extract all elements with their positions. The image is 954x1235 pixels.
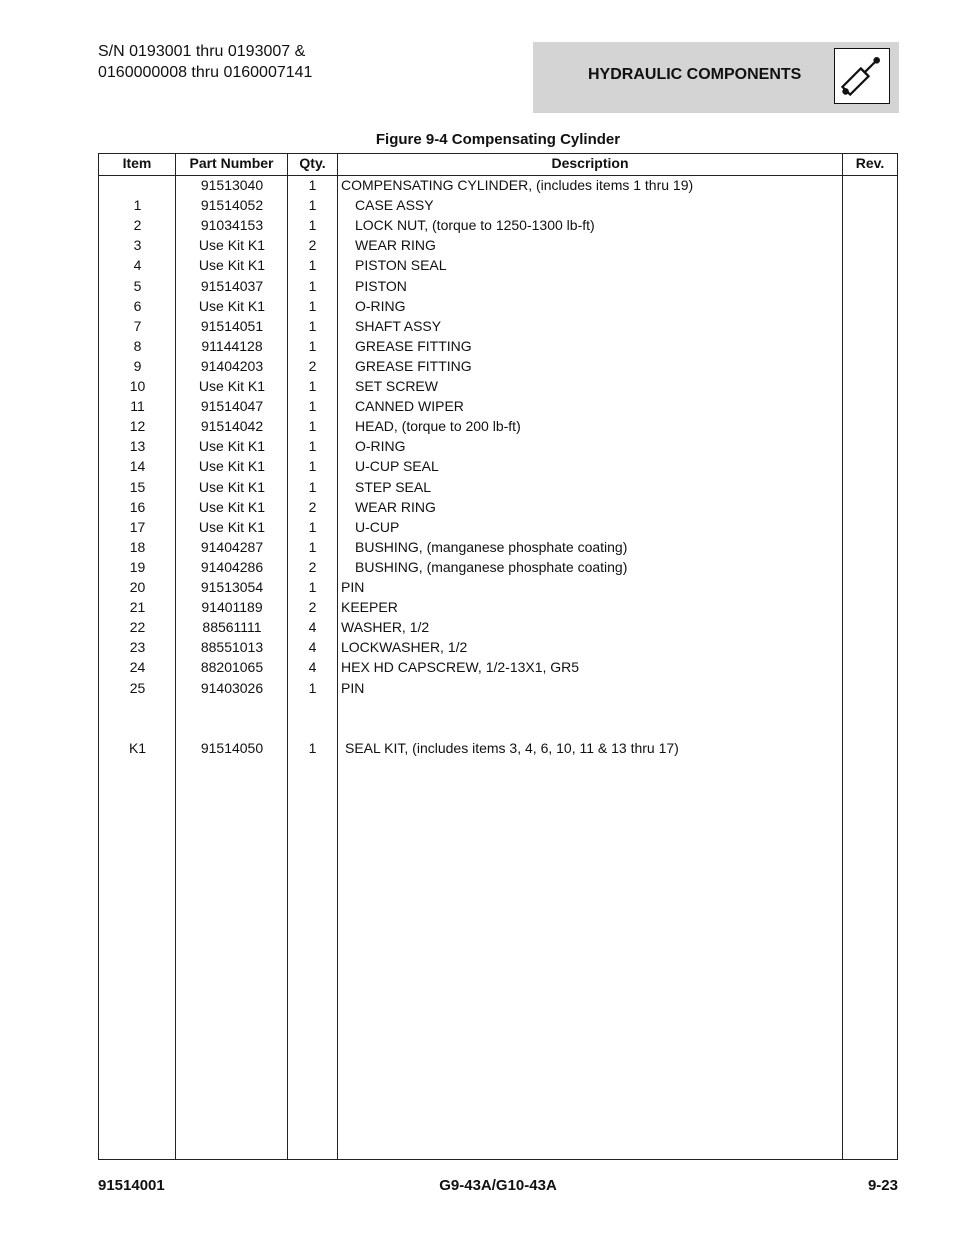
cell-part-number: 91403026 bbox=[200, 679, 264, 696]
cell-part-number: 91513054 bbox=[200, 579, 264, 595]
cell-part-number: Use Kit K1 bbox=[198, 438, 266, 455]
table-row bbox=[99, 416, 897, 436]
table-row bbox=[99, 316, 897, 336]
cell-description: U-CUP SEAL bbox=[355, 458, 439, 475]
cell-qty: 1 bbox=[308, 679, 317, 696]
cell-item: 13 bbox=[129, 438, 146, 455]
table-row bbox=[99, 637, 897, 657]
table-row bbox=[99, 517, 897, 537]
cell-qty: 4 bbox=[308, 659, 317, 676]
cell-part-number: 91514050 bbox=[200, 739, 264, 756]
cell-qty: 1 bbox=[308, 277, 317, 294]
cell-qty: 1 bbox=[308, 317, 317, 334]
cell-part-number: Use Kit K1 bbox=[198, 257, 266, 274]
cell-item: 21 bbox=[129, 599, 146, 616]
table-row bbox=[99, 477, 897, 497]
cell-qty: 1 bbox=[308, 518, 317, 535]
hydraulic-cylinder-icon bbox=[834, 48, 890, 104]
table-row bbox=[99, 336, 897, 356]
serial-line-2: 0160000008 thru 0160007141 bbox=[98, 64, 313, 81]
table-row bbox=[99, 738, 897, 758]
cell-item: 14 bbox=[129, 458, 146, 475]
cell-qty: 2 bbox=[308, 498, 317, 515]
table-row bbox=[99, 577, 897, 597]
cell-item: 4 bbox=[133, 257, 142, 274]
cell-part-number: Use Kit K1 bbox=[198, 378, 266, 394]
figure-title: Figure 9-4 Compensating Cylinder bbox=[375, 131, 621, 148]
cell-part-number: 88551013 bbox=[200, 639, 264, 656]
cell-qty: 1 bbox=[308, 337, 317, 354]
table-row bbox=[99, 175, 897, 195]
cell-qty: 1 bbox=[308, 177, 317, 193]
cell-qty: 1 bbox=[308, 458, 317, 475]
cell-part-number: 88201065 bbox=[200, 659, 264, 676]
cell-qty: 1 bbox=[308, 257, 317, 274]
cell-qty: 1 bbox=[308, 197, 317, 214]
cell-item: 1 bbox=[133, 197, 142, 214]
table-row bbox=[99, 296, 897, 316]
cell-qty: 1 bbox=[308, 217, 317, 234]
cell-item: 23 bbox=[129, 639, 146, 656]
cell-qty: 1 bbox=[308, 538, 317, 555]
cell-description: COMPENSATING CYLINDER, (includes items 1 thru 19) bbox=[341, 177, 694, 193]
cell-description: PIN bbox=[341, 579, 365, 595]
cell-description: BUSHING, (manganese phosphate coating) bbox=[355, 538, 628, 555]
footer-part-number: 91514001 bbox=[98, 1177, 165, 1194]
cell-part-number: 91514047 bbox=[200, 398, 264, 415]
parts-table bbox=[98, 153, 898, 1160]
cell-qty: 2 bbox=[308, 237, 317, 254]
cell-description: HEX HD CAPSCREW, 1/2-13X1, GR5 bbox=[341, 659, 580, 676]
cell-description: O-RING bbox=[355, 297, 406, 314]
cell-part-number: Use Kit K1 bbox=[198, 518, 266, 535]
cell-item: 11 bbox=[130, 398, 145, 415]
cell-qty: 2 bbox=[308, 357, 317, 374]
column-header-rev: Rev. bbox=[855, 155, 885, 171]
cell-description: SET SCREW bbox=[355, 378, 438, 394]
cell-qty: 1 bbox=[308, 378, 317, 394]
cell-part-number: 91404287 bbox=[200, 538, 264, 555]
cell-description: PISTON SEAL bbox=[355, 257, 447, 274]
cell-item: 19 bbox=[129, 558, 146, 575]
table-row bbox=[99, 597, 897, 617]
table-row bbox=[99, 356, 897, 376]
table-row bbox=[99, 376, 897, 396]
cell-part-number: 91514037 bbox=[200, 277, 264, 294]
cell-description: WEAR RING bbox=[355, 498, 436, 515]
cell-description: PIN bbox=[341, 679, 365, 696]
cell-item: 18 bbox=[129, 538, 146, 555]
cell-item: 12 bbox=[129, 418, 146, 435]
cell-qty: 1 bbox=[308, 398, 317, 415]
cell-part-number: 91514042 bbox=[200, 418, 264, 435]
cell-item: 7 bbox=[133, 317, 142, 334]
cell-part-number: 91513040 bbox=[200, 177, 264, 193]
table-row bbox=[99, 456, 897, 476]
cell-part-number: Use Kit K1 bbox=[198, 297, 266, 314]
cell-description: LOCK NUT, (torque to 1250-1300 lb-ft) bbox=[355, 217, 595, 234]
column-header-item: Item bbox=[122, 155, 152, 171]
section-title: HYDRAULIC COMPONENTS bbox=[588, 66, 802, 83]
cell-qty: 1 bbox=[308, 579, 317, 595]
cell-part-number: Use Kit K1 bbox=[198, 237, 266, 254]
cell-description: GREASE FITTING bbox=[355, 337, 472, 354]
serial-line-1: S/N 0193001 thru 0193007 & bbox=[98, 43, 306, 60]
column-header-description: Description bbox=[551, 155, 629, 171]
table-row bbox=[99, 276, 897, 296]
cell-description: GREASE FITTING bbox=[355, 357, 472, 374]
cell-part-number: 88561111 bbox=[202, 619, 262, 636]
cell-qty: 1 bbox=[308, 438, 317, 455]
footer-page-number: 9-23 bbox=[867, 1177, 898, 1194]
cell-qty: 2 bbox=[308, 599, 317, 616]
cell-item: 25 bbox=[129, 679, 146, 696]
cell-item: 16 bbox=[129, 498, 146, 515]
cell-description: HEAD, (torque to 200 lb-ft) bbox=[355, 418, 521, 435]
cell-description: SEAL KIT, (includes items 3, 4, 6, 10, 11 & 13 thru 17) bbox=[345, 739, 679, 756]
cell-description: STEP SEAL bbox=[355, 478, 432, 495]
cell-qty: 4 bbox=[308, 639, 317, 656]
table-row bbox=[99, 497, 897, 517]
table-row bbox=[99, 537, 897, 557]
footer-model: G9-43A/G10-43A bbox=[439, 1177, 557, 1194]
column-header-qty: Qty. bbox=[299, 155, 326, 171]
cell-description: CASE ASSY bbox=[355, 197, 434, 214]
cell-item: 5 bbox=[133, 277, 142, 294]
table-row bbox=[99, 215, 897, 235]
cell-item: 15 bbox=[129, 478, 146, 495]
cell-description: LOCKWASHER, 1/2 bbox=[341, 639, 468, 656]
cell-description: BUSHING, (manganese phosphate coating) bbox=[355, 558, 628, 575]
cell-description: KEEPER bbox=[341, 599, 398, 616]
table-row bbox=[99, 396, 897, 416]
cell-item: 2 bbox=[133, 217, 142, 234]
cell-description: U-CUP bbox=[355, 518, 400, 535]
cell-item: 6 bbox=[133, 297, 142, 314]
cell-part-number: 91034153 bbox=[200, 217, 264, 234]
cell-item: K1 bbox=[128, 739, 147, 756]
cell-item: 8 bbox=[133, 337, 142, 354]
table-row bbox=[99, 657, 897, 677]
cell-part-number: 91404203 bbox=[200, 357, 264, 374]
cell-qty: 1 bbox=[308, 478, 317, 495]
table-row bbox=[99, 557, 897, 577]
table-row bbox=[99, 235, 897, 255]
table-row bbox=[99, 436, 897, 456]
cell-description: WASHER, 1/2 bbox=[341, 619, 430, 636]
cell-qty: 2 bbox=[308, 558, 317, 575]
table-row bbox=[99, 678, 897, 698]
cell-part-number: Use Kit K1 bbox=[198, 478, 266, 495]
cell-description: PISTON bbox=[355, 277, 407, 294]
cell-description: WEAR RING bbox=[355, 237, 436, 254]
serial-number-range bbox=[98, 41, 312, 83]
cell-part-number: 91144128 bbox=[201, 337, 263, 354]
cell-item: 3 bbox=[133, 237, 142, 254]
table-row bbox=[99, 255, 897, 275]
cell-qty: 1 bbox=[308, 297, 317, 314]
cell-part-number: 91514052 bbox=[200, 197, 264, 214]
cell-description: SHAFT ASSY bbox=[355, 317, 442, 334]
cell-item: 10 bbox=[129, 378, 146, 394]
cell-description: O-RING bbox=[355, 438, 406, 455]
cell-item: 17 bbox=[129, 518, 146, 535]
cell-qty: 4 bbox=[308, 619, 317, 636]
section-header bbox=[533, 42, 899, 113]
cell-part-number: 91401189 bbox=[201, 599, 263, 616]
cell-qty: 1 bbox=[308, 739, 317, 756]
cell-item: 24 bbox=[129, 659, 146, 676]
cell-item: 9 bbox=[133, 357, 142, 374]
column-header-part-number: Part Number bbox=[189, 155, 274, 171]
cell-part-number: Use Kit K1 bbox=[198, 498, 266, 515]
table-row bbox=[99, 617, 897, 637]
cell-item: 20 bbox=[129, 579, 146, 595]
cell-description: CANNED WIPER bbox=[355, 398, 464, 415]
cell-part-number: 91514051 bbox=[200, 317, 264, 334]
table-row bbox=[99, 195, 897, 215]
cell-part-number: 91404286 bbox=[200, 558, 264, 575]
cell-item: 22 bbox=[129, 619, 146, 636]
cell-qty: 1 bbox=[308, 418, 317, 435]
cell-part-number: Use Kit K1 bbox=[198, 458, 266, 475]
